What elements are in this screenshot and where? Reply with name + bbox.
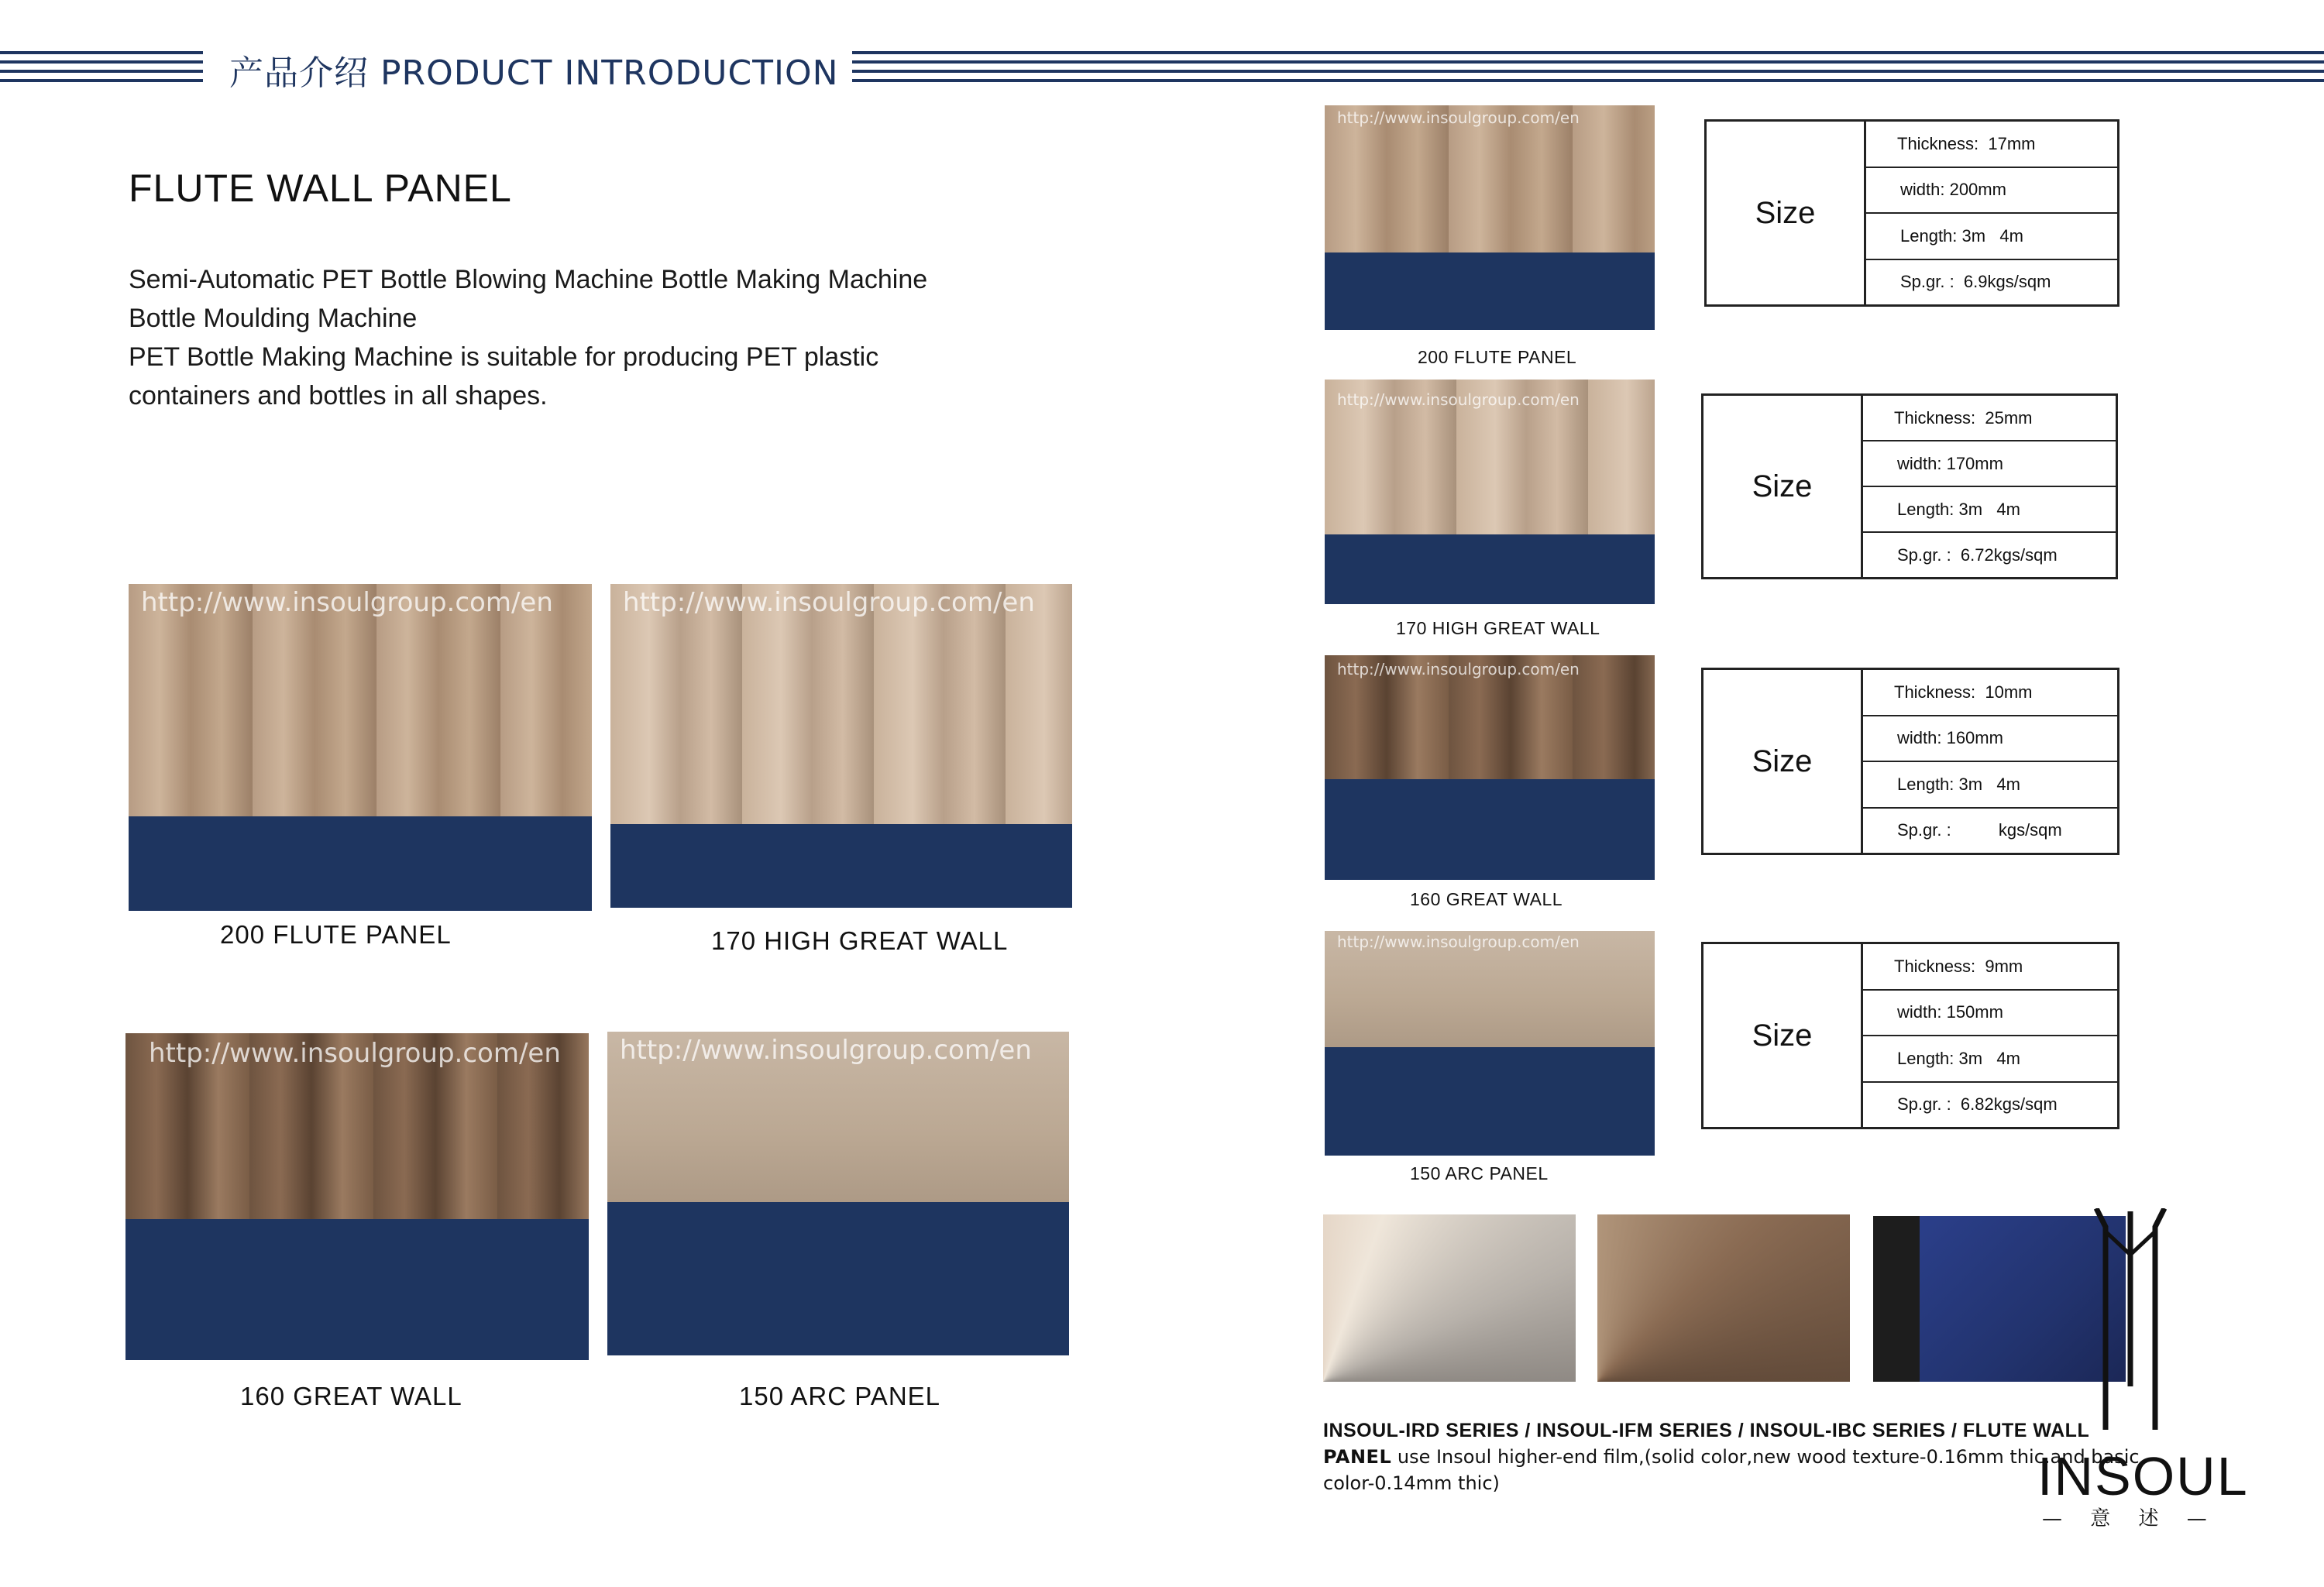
watermark: http://www.insoulgroup.com/en (1337, 660, 1580, 678)
watermark: http://www.insoulgroup.com/en (623, 587, 1035, 618)
logo-subtitle: — 意 述 — (2042, 1507, 2218, 1530)
watermark: http://www.insoulgroup.com/en (1337, 390, 1580, 409)
series-title-cont: PANEL (1323, 1446, 1392, 1468)
spec-width: width: 170mm (1863, 441, 2116, 487)
spec-length: Length: 3m 4m (1863, 487, 2116, 533)
photo-spec-150 (1325, 931, 1655, 1156)
spec-caption: 150 ARC PANEL (1410, 1163, 1549, 1183)
sample-book-photo (1873, 1216, 2126, 1382)
product-description (129, 260, 1058, 415)
spec-caption: 160 GREAT WALL (1410, 889, 1563, 909)
gallery-caption: 150 ARC PANEL (739, 1382, 941, 1410)
description-line: PET Bottle Making Machine is suitable for producing PET plastic (129, 342, 879, 372)
watermark: http://www.insoulgroup.com/en (1337, 933, 1580, 951)
logo-wordmark: INSOUL (2037, 1446, 2249, 1506)
size-table (1701, 668, 2119, 855)
spec-width: width: 160mm (1863, 716, 2117, 763)
size-table (1701, 942, 2119, 1129)
spec-density: Sp.gr. : 6.82kgs/sqm (1897, 1094, 2058, 1115)
photo-spec-170 (1325, 380, 1655, 604)
watermark: http://www.insoulgroup.com/en (620, 1035, 1032, 1066)
photo-200-flute-panel (129, 584, 592, 911)
header-rule-left (0, 51, 203, 82)
spec-thickness: Thickness: 10mm (1863, 670, 2117, 716)
spec-thickness: Thickness: 17mm (1866, 122, 2117, 168)
photo-160-great-wall (125, 1033, 589, 1360)
wood-swatch-fan-photo (1597, 1214, 1850, 1382)
spec-density: Sp.gr. : 6.9kgs/sqm (1900, 272, 2051, 292)
photo-170-high-great-wall (610, 584, 1072, 908)
insoul-logo-mark (2092, 1208, 2169, 1430)
gallery-caption: 170 HIGH GREAT WALL (711, 926, 1009, 955)
product-title: FLUTE WALL PANEL (129, 167, 512, 210)
spec-length: Length: 3m 4m (1866, 214, 2117, 260)
spec-density: Sp.gr. : 6.72kgs/sqm (1897, 544, 2058, 565)
gallery-caption: 160 GREAT WALL (240, 1382, 462, 1410)
size-label: Size (1703, 944, 1863, 1127)
watermark: http://www.insoulgroup.com/en (141, 587, 553, 618)
size-label: Size (1703, 670, 1863, 853)
photo-spec-200 (1325, 105, 1655, 330)
description-line: Semi-Automatic PET Bottle Blowing Machine Bottle Making Machine (129, 265, 928, 294)
spec-length: Length: 3m 4m (1863, 762, 2117, 809)
size-label: Size (1703, 396, 1863, 577)
watermark: http://www.insoulgroup.com/en (1337, 108, 1580, 127)
gallery-caption: 200 FLUTE PANEL (220, 920, 452, 949)
series-detail: use Insoul higher-end film,(solid color,new wood texture-0.16mm thic.and basic color-0.14mm thic) (1323, 1446, 2140, 1494)
description-line: Bottle Moulding Machine (129, 304, 418, 333)
spec-density: Sp.gr. : kgs/sqm (1897, 820, 2062, 840)
watermark: http://www.insoulgroup.com/en (149, 1038, 561, 1069)
spec-thickness: Thickness: 9mm (1863, 944, 2117, 991)
photo-spec-160 (1325, 655, 1655, 880)
size-label: Size (1707, 122, 1866, 304)
spec-thickness: Thickness: 25mm (1863, 396, 2116, 441)
header-rule-right (852, 51, 2324, 82)
spec-width: width: 150mm (1863, 991, 2117, 1037)
description-line: containers and bottles in all shapes. (129, 381, 548, 410)
size-table (1704, 119, 2119, 307)
size-table (1701, 393, 2118, 579)
color-swatch-fan-photo (1323, 1214, 1576, 1382)
spec-caption: 200 FLUTE PANEL (1418, 347, 1577, 367)
photo-150-arc-panel (607, 1032, 1069, 1355)
spec-width: width: 200mm (1866, 168, 2117, 215)
header-title: 产品介绍 PRODUCT INTRODUCTION (229, 53, 839, 93)
spec-caption: 170 HIGH GREAT WALL (1396, 618, 1600, 638)
series-title: INSOUL-IRD SERIES / INSOUL-IFM SERIES / INSOUL-IBC SERIES / FLUTE WALL (1323, 1420, 2090, 1441)
spec-length: Length: 3m 4m (1863, 1036, 2117, 1083)
